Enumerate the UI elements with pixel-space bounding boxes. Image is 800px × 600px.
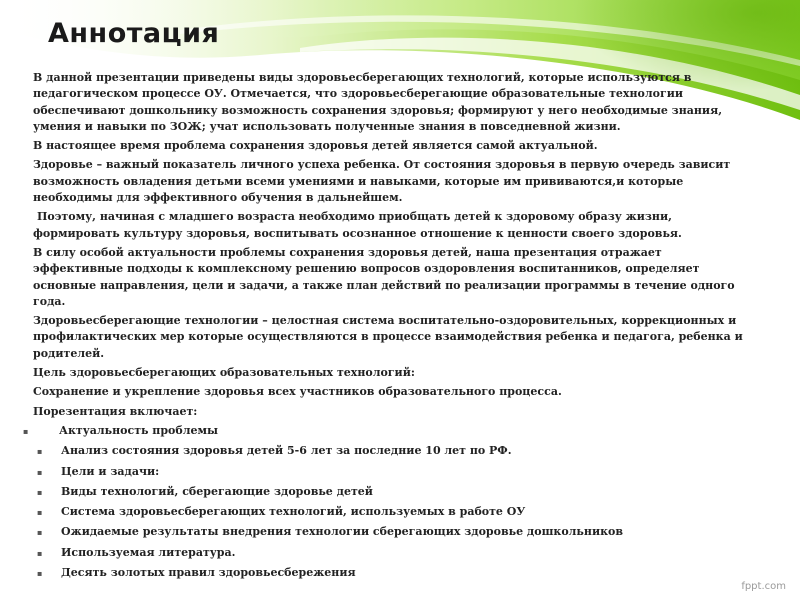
list-item: ▪ Цели и задачи: — [33, 464, 745, 480]
bullet-icon: ▪ — [37, 446, 43, 457]
list-item: ▪ Используемая литература. — [33, 545, 745, 561]
list-item: ▪ Десять золотых правил здоровьесбережения — [33, 565, 745, 581]
watermark: fppt.com — [741, 581, 786, 592]
slide-title: Аннотация — [48, 18, 220, 49]
bullet-icon: ▪ — [37, 507, 43, 518]
annotation-body — [23, 70, 745, 585]
paragraph-includes: Порезентация включает: — [33, 404, 198, 418]
bullet-icon: ▪ — [37, 486, 43, 497]
paragraph-goal-heading: Цель здоровьесберегающих образовательных технологий: — [33, 366, 415, 380]
bullet-icon: ▪ — [37, 568, 43, 579]
paragraph-goal: Сохранение и укрепление здоровья всех участников образовательного процесса. — [33, 385, 562, 399]
list-item: ▪ Система здоровьесберегающих технологий, используемых в работе ОУ — [33, 504, 745, 520]
bullet-icon: ▪ — [37, 547, 43, 558]
paragraph-definition: Здоровьесберегающие технологии – целостная система воспитательно-оздоровительных, коррекционных и профилактических мер которые осуществляются в процессе взаимодействия ребенка и педагога, ребенка и родителей. — [33, 314, 743, 360]
bullet-icon: ▪ — [23, 425, 29, 436]
list-item: ▪ Анализ состояния здоровья детей 5-6 лет за последние 10 лет по РФ. — [33, 443, 745, 459]
paragraph-actuality: В настоящее время проблема сохранения здоровья детей является самой актуальной. — [33, 139, 598, 153]
bullet-icon: ▪ — [37, 527, 43, 538]
contents-list — [23, 423, 745, 581]
paragraph-health: Здоровье – важный показатель личного успеха ребенка. От состояния здоровья в первую очередь зависит возможность овладения детьми всеми умениями и навыками, которые им прививаются,и которые необходимы для эффективного обучения в дальнейшем. — [33, 158, 731, 205]
paragraph-approach: В силу особой актуальности проблемы сохранения здоровья детей, наша презентация отражает эффективные подходы к комплексному решению вопросов оздоровления воспитанников, определяет основные направления, цели и задачи, а также план действий по реализации программы в течение одного года. — [33, 245, 735, 308]
list-item: ▪ Актуальность проблемы — [33, 423, 745, 439]
list-item: ▪ Виды технологий, сберегающие здоровье детей — [33, 484, 745, 500]
paragraph-therefore: Поэтому, начиная с младшего возраста необходимо приобщать детей к здоровому образу жизни, формировать культуру здоровья, воспитывать осознанное отношение к ценности своего здоровья. — [33, 210, 682, 240]
paragraph-intro: В данной презентации приведены виды здоровьесберегающих технологий, которые используются в педагогическом процессе ОУ. Отмечается, что здоровьесберегающие образовательные технологии обеспечивают дошкольнику возможность сохранения здоровья; формируют у него необходимые знания, умения и навыки по ЗОЖ; учат использовать полученные знания в повседневной жизни. — [33, 71, 723, 133]
list-item: ▪ Ожидаемые результаты внедрения технологии сберегающих здоровье дошкольников — [33, 524, 745, 540]
bullet-icon: ▪ — [37, 466, 43, 477]
